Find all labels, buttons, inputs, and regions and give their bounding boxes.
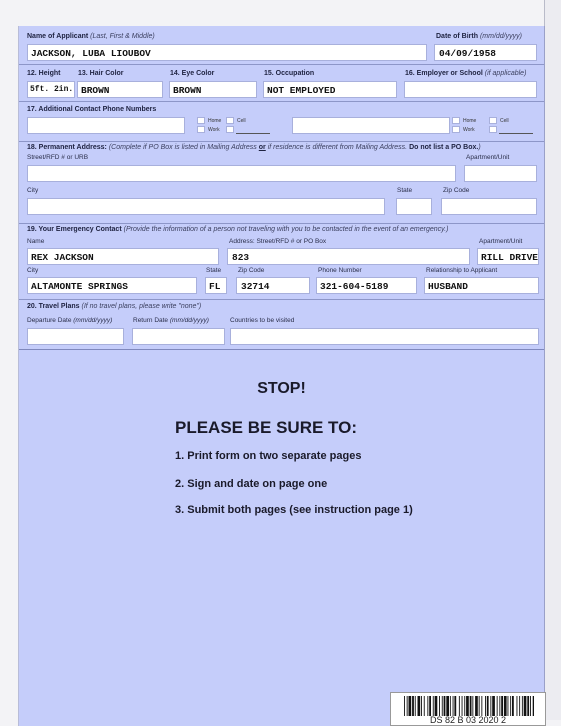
phone-2-other-checkbox[interactable] [489, 126, 497, 133]
emergency-phone-label: Phone Number [318, 267, 362, 274]
phone-2-other-line [499, 133, 533, 134]
emergency-zip-value: 32714 [241, 281, 270, 292]
phone-1-work-checkbox[interactable] [197, 126, 205, 133]
state-field[interactable] [396, 198, 432, 215]
page-edge [544, 0, 561, 720]
emergency-city-value: ALTAMONTE SPRINGS [31, 281, 128, 292]
return-label: Return Date (mm/dd/yyyy) [133, 317, 209, 324]
street-label: Street/RFD # or URB [27, 154, 89, 161]
state-label: State [397, 187, 413, 194]
city-field[interactable] [27, 198, 385, 215]
phone-2-work-checkbox[interactable] [452, 126, 460, 133]
emergency-phone-value: 321-604-5189 [320, 281, 389, 292]
phone-1-work-label: Work [208, 127, 220, 133]
occupation-value: NOT EMPLOYED [267, 85, 336, 96]
countries-field[interactable] [230, 328, 539, 345]
phone-2-home-label: Home [463, 118, 477, 124]
please-be-sure-heading: PLEASE BE SURE TO: [175, 418, 357, 437]
city-label: City [27, 187, 39, 194]
countries-label: Countries to be visited [230, 317, 295, 324]
employer-field[interactable] [404, 81, 537, 98]
phone-1-home-label: Home [208, 118, 222, 124]
relationship-label: Relationship to Applicant [426, 267, 498, 274]
stop-heading: STOP! [257, 380, 306, 397]
eye-value: BROWN [173, 85, 202, 96]
emergency-state-value: FL [209, 281, 221, 292]
emergency-city-label: City [27, 267, 39, 274]
emergency-name-value: REX JACKSON [31, 252, 94, 263]
emergency-address-value: 823 [232, 252, 250, 263]
eye-label: 14. Eye Color [170, 70, 215, 77]
phone-2-home-checkbox[interactable] [452, 117, 460, 124]
barcode-bars [404, 696, 534, 716]
phone-2-field[interactable] [292, 117, 450, 134]
phones-label: 17. Additional Contact Phone Numbers [27, 106, 157, 113]
employer-label: 16. Employer or School (if applicable) [405, 70, 527, 77]
barcode [390, 692, 546, 726]
travel-row [19, 299, 544, 350]
emergency-row [19, 223, 544, 300]
departure-label: Departure Date (mm/dd/yyyy) [27, 317, 113, 324]
phone-1-other-checkbox[interactable] [226, 126, 234, 133]
emergency-apt-value: RILL DRIVE [481, 252, 539, 263]
emergency-zip-label: Zip Code [238, 267, 265, 274]
step-3-text: 3. Submit both pages (see instruction page 1) [175, 504, 413, 516]
applicant-name-value: JACKSON, LUBA LIOUBOV [31, 48, 151, 59]
phone-1-cell-checkbox[interactable] [226, 117, 234, 124]
physical-row [19, 64, 544, 102]
return-field[interactable] [132, 328, 225, 345]
occupation-label: 15. Occupation [264, 70, 315, 77]
emergency-name-label: Name [27, 238, 45, 245]
applicant-row [19, 26, 544, 65]
street-field[interactable] [27, 165, 456, 182]
zip-field[interactable] [441, 198, 537, 215]
phones-row [19, 101, 544, 142]
emergency-label: 19. Your Emergency Contact (Provide the information of a person not traveling with you to be contacted in the event of an emergency.) [27, 226, 449, 233]
height-label: 12. Height [27, 70, 61, 77]
apt-label: Apartment/Unit [466, 154, 510, 161]
relationship-value: HUSBAND [428, 281, 468, 292]
emergency-apt-label: Apartment/Unit [479, 238, 523, 245]
step-2-text: 2. Sign and date on page one [175, 478, 328, 490]
emergency-address-field[interactable] [227, 248, 470, 265]
phone-1-cell-label: Cell [237, 118, 246, 124]
phone-1-other-line [236, 133, 270, 134]
hair-value: BROWN [81, 85, 110, 96]
phone-1-field[interactable] [27, 117, 185, 134]
dob-value: 04/09/1958 [439, 48, 497, 59]
emergency-state-label: State [206, 267, 222, 274]
applicant-label: Name of Applicant (Last, First & Middle) [27, 33, 155, 40]
phone-2-cell-label: Cell [500, 118, 509, 124]
phone-2-work-label: Work [463, 127, 475, 133]
height-value: 5ft. 2in. [30, 85, 74, 94]
step-1-text: 1. Print form on two separate pages [175, 450, 362, 462]
barcode-text: DS 82 B 03 2020 2 [429, 715, 507, 725]
departure-field[interactable] [27, 328, 124, 345]
apt-field[interactable] [464, 165, 537, 182]
phone-2-cell-checkbox[interactable] [489, 117, 497, 124]
form-page [19, 26, 544, 726]
phone-1-home-checkbox[interactable] [197, 117, 205, 124]
permanent-address-row [19, 141, 544, 224]
dob-label: Date of Birth (mm/dd/yyyy) [436, 33, 522, 40]
travel-label: 20. Travel Plans (If no travel plans, please write "none") [27, 303, 202, 310]
zip-label: Zip Code [443, 187, 470, 194]
permanent-address-label: 18. Permanent Address: (Complete if PO Box is listed in Mailing Address or if residence is different from Mailing Address. Do not list a PO Box.) [27, 144, 481, 151]
hair-label: 13. Hair Color [78, 70, 124, 77]
emergency-address-label: Address: Street/RFD # or PO Box [229, 238, 327, 245]
